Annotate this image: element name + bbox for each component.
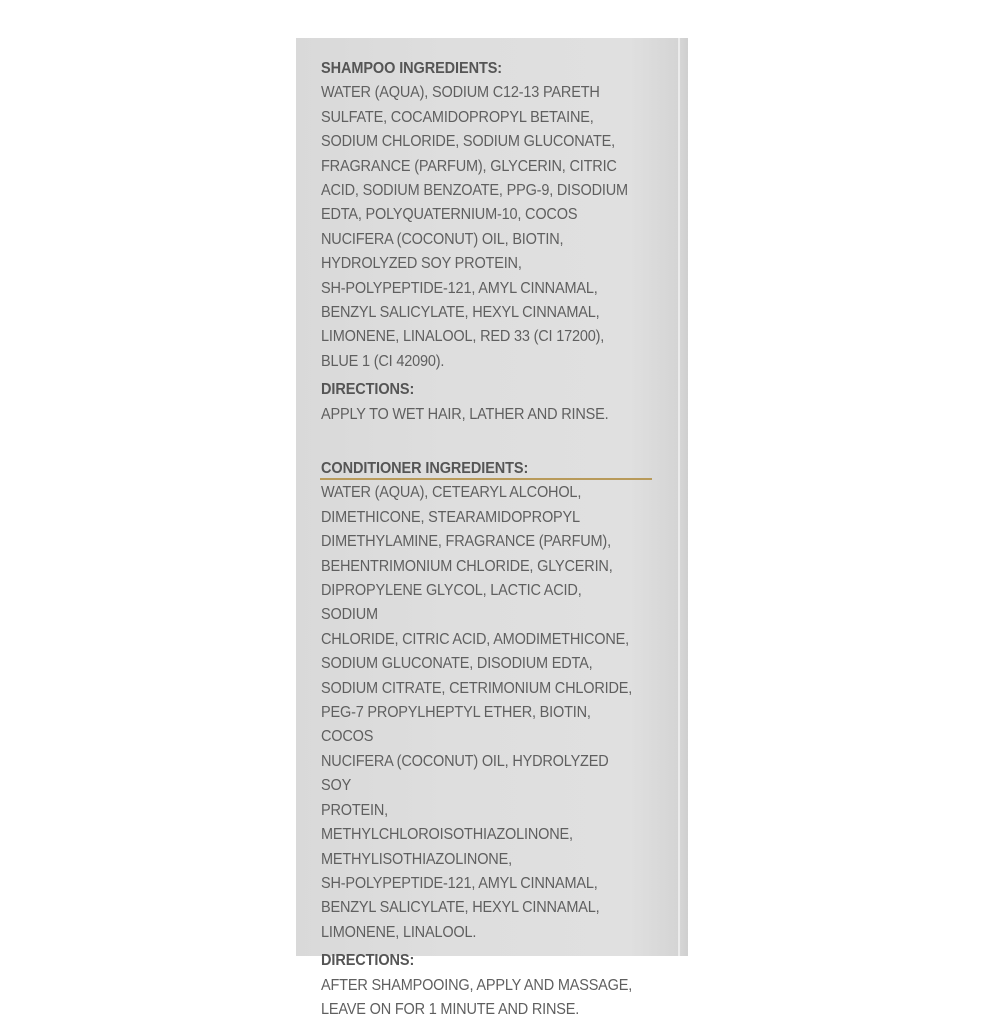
conditioner-directions-text: AFTER SHAMPOOING, APPLY AND MASSAGE, LEAVE ON FOR 1 MINUTE AND RINSE. — [321, 976, 633, 1018]
shampoo-ingredients-list: WATER (AQUA), SODIUM C12-13 PARETH SULFATE, COCAMIDOPROPYL BETAINE, SODIUM CHLORIDE, SODIUM GLUCONATE, FRAGRANCE (PARFUM), GLYCERIN, CITRIC ACID, SODIUM BENZOATE, PPG-9, DISODIUM EDTA, POLYQUATERNIUM-10, COCOS NUCIFERA (COCONUT) OIL, BIOTIN, HYDROLYZED SOY PROTEIN, SH-POLYPEPTIDE-121, AMYL CINNAMAL, BENZYL SALICYLATE, HEXYL CINNAMAL, LIMONENE, LINALOOL, RED 33 (CI 17200), BLUE 1 (CI 42090). — [321, 84, 628, 370]
conditioner-directions-heading: DIRECTIONS: — [321, 952, 415, 970]
shampoo-section — [321, 57, 637, 427]
conditioner-ingredients-heading: CONDITIONER INGREDIENTS: — [321, 460, 529, 477]
conditioner-section — [321, 457, 637, 1022]
ingredients-label-panel — [296, 38, 688, 1018]
shampoo-directions-heading: DIRECTIONS: — [321, 381, 415, 399]
shampoo-directions-text: APPLY TO WET HAIR, LATHER AND RINSE. — [321, 405, 609, 423]
panel-edge-shadow — [680, 38, 688, 956]
shampoo-ingredients-heading: SHAMPOO INGREDIENTS: — [321, 60, 503, 77]
conditioner-ingredients-list: WATER (AQUA), CETEARYL ALCOHOL, DIMETHICONE, STEARAMIDOPROPYL DIMETHYLAMINE, FRAGRANCE (PARFUM), BEHENTRIMONIUM CHLORIDE, GLYCERIN, DIPROPYLENE GLYCOL, LACTIC ACID, SODIUM CHLORIDE, CITRIC ACID, AMODIMETHICONE, SODIUM GLUCONATE, DISODIUM EDTA, SODIUM CITRATE, CETRIMONIUM CHLORIDE, PEG-7 PROPYLHEPTYL ETHER, BIOTIN, COCOS NUCIFERA (COCONUT) OIL, HYDROLYZED SOY PROTEIN, METHYLCHLOROISOTHIAZOLINONE, METHYLISOTHIAZOLINONE, SH-POLYPEPTIDE-121, AMYL CINNAMAL, BENZYL SALICYLATE, HEXYL CINNAMAL, LIMONENE, LINALOOL. — [321, 484, 633, 941]
panel-edge-highlight — [678, 38, 680, 956]
